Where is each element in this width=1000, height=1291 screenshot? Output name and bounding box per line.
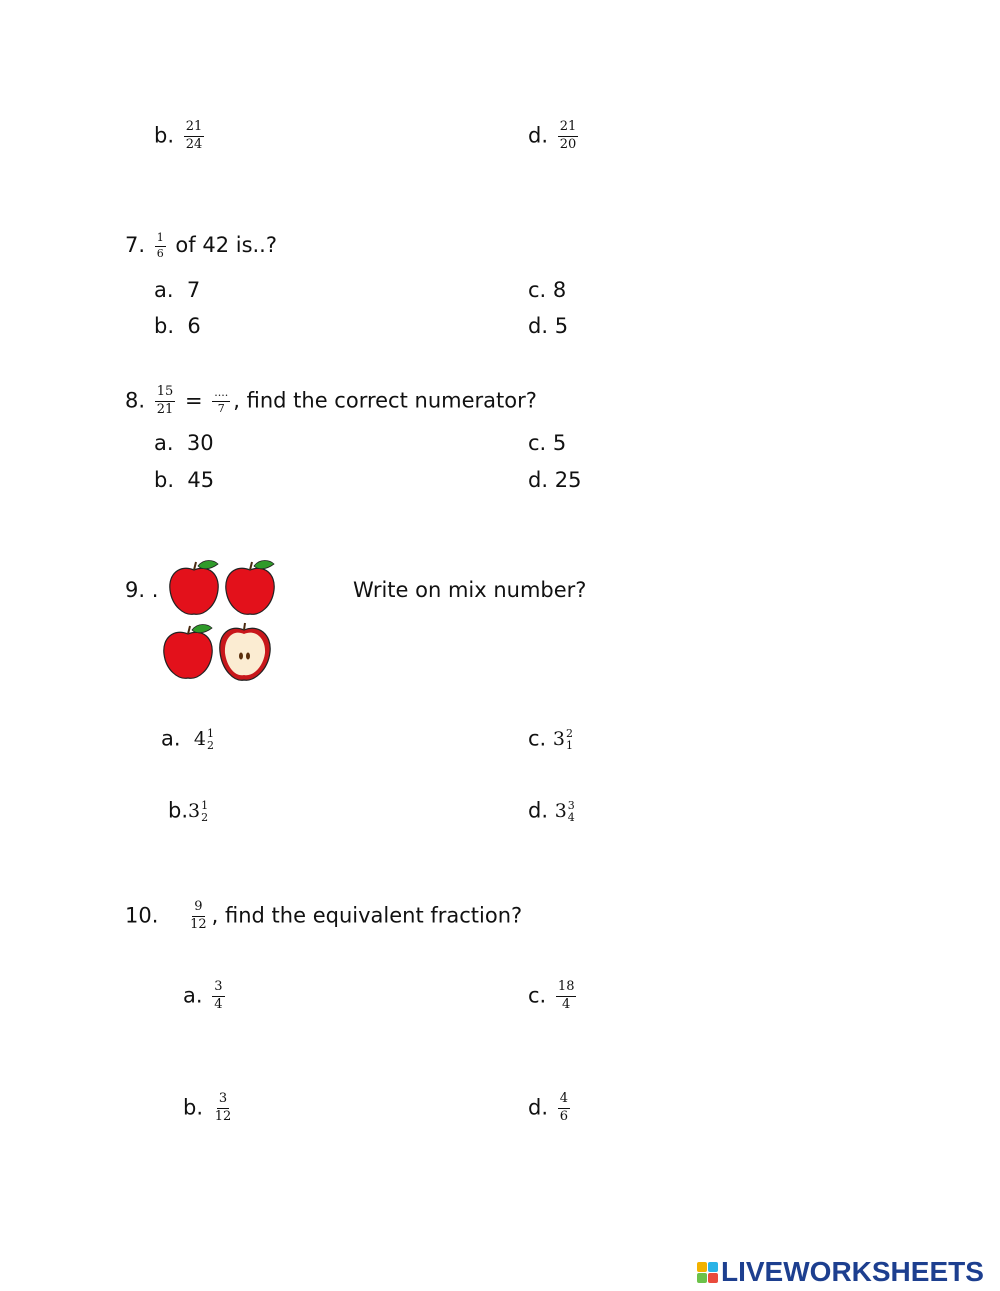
- q8-option-a[interactable]: a. 30: [154, 431, 214, 455]
- q10-option-c-fraction: $\frac{18}{4}$: [557, 979, 575, 1012]
- q7-option-a[interactable]: a. 7: [154, 278, 201, 302]
- q6-option-b[interactable]: [154, 120, 207, 153]
- whole-apple-icon: [226, 561, 274, 615]
- q9-text: Write on mix number?: [353, 578, 587, 602]
- q8-lhs-fraction: $\frac{15}{21}$: [156, 384, 174, 417]
- q7-option-b[interactable]: b. 6: [154, 314, 201, 338]
- q9-option-c[interactable]: c. 3 2 1: [528, 726, 574, 752]
- q7-prompt: [125, 232, 277, 260]
- q8-option-d[interactable]: d. 25: [528, 468, 582, 492]
- q10-option-a[interactable]: a. $\frac{3}{4}$: [183, 979, 223, 1012]
- q9-option-a[interactable]: a. 4 1 2: [161, 726, 214, 752]
- q7-option-c[interactable]: c. 8: [528, 278, 567, 302]
- q8-option-b[interactable]: b. 45: [154, 468, 215, 492]
- q8-number: 8.: [125, 388, 146, 413]
- q10-prompt: [125, 900, 522, 933]
- brand-name: LIVEWORKSHEETS: [721, 1256, 984, 1287]
- q6-option-b-label: b.: [154, 123, 175, 148]
- q8-prompt: [125, 385, 537, 418]
- q6-option-d[interactable]: [528, 120, 581, 153]
- q7-text: of 42 is..?: [175, 233, 278, 258]
- q7-number: 7.: [125, 233, 146, 258]
- q7-option-d[interactable]: d. 5: [528, 314, 569, 338]
- q8-rhs-fraction: $\frac{....}{7}$: [214, 386, 229, 415]
- logo-blocks-icon: [697, 1262, 718, 1283]
- q6-option-d-fraction: $\frac{21}{20}$: [559, 119, 577, 152]
- q10-option-d-fraction: $\frac{4}{6}$: [559, 1091, 568, 1124]
- q9-number: 9. .: [125, 578, 159, 602]
- q9-option-c-mixed: 3 2 1: [552, 727, 574, 752]
- whole-apple-icon: [164, 625, 212, 679]
- q8-text: , find the correct numerator?: [233, 388, 537, 413]
- whole-apple-icon: [170, 561, 218, 615]
- q9-option-d-mixed: 3 3 4: [554, 799, 575, 824]
- q10-option-b[interactable]: b. $\frac{3}{12}$: [183, 1091, 232, 1124]
- q6-option-b-fraction: $\frac{21}{24}$: [185, 119, 203, 152]
- liveworksheets-logo: [697, 1256, 984, 1288]
- q10-number: 10.: [125, 903, 159, 928]
- q7-fraction: $\frac{1}{6}$: [156, 231, 164, 260]
- q10-fraction: $\frac{9}{12}$: [190, 899, 207, 932]
- q10-option-a-fraction: $\frac{3}{4}$: [214, 979, 223, 1012]
- q9-option-b[interactable]: b.3 1 2: [168, 798, 209, 824]
- q10-option-d[interactable]: d. $\frac{4}{6}$: [528, 1091, 568, 1124]
- q10-option-b-fraction: $\frac{3}{12}$: [214, 1091, 232, 1124]
- q9-option-a-mixed: 4 1 2: [193, 727, 214, 752]
- apples-illustration: [158, 558, 278, 686]
- q10-text: , find the equivalent fraction?: [211, 903, 523, 928]
- q6-option-d-label: d.: [528, 123, 549, 148]
- q8-option-c[interactable]: c. 5: [528, 431, 567, 455]
- q10-option-c[interactable]: c. $\frac{18}{4}$: [528, 979, 575, 1012]
- q9-option-d[interactable]: d. 3 3 4: [528, 798, 575, 824]
- half-apple-icon: [220, 623, 270, 680]
- q9-option-b-mixed: 3 1 2: [188, 799, 209, 824]
- q8-equals: =: [184, 388, 203, 413]
